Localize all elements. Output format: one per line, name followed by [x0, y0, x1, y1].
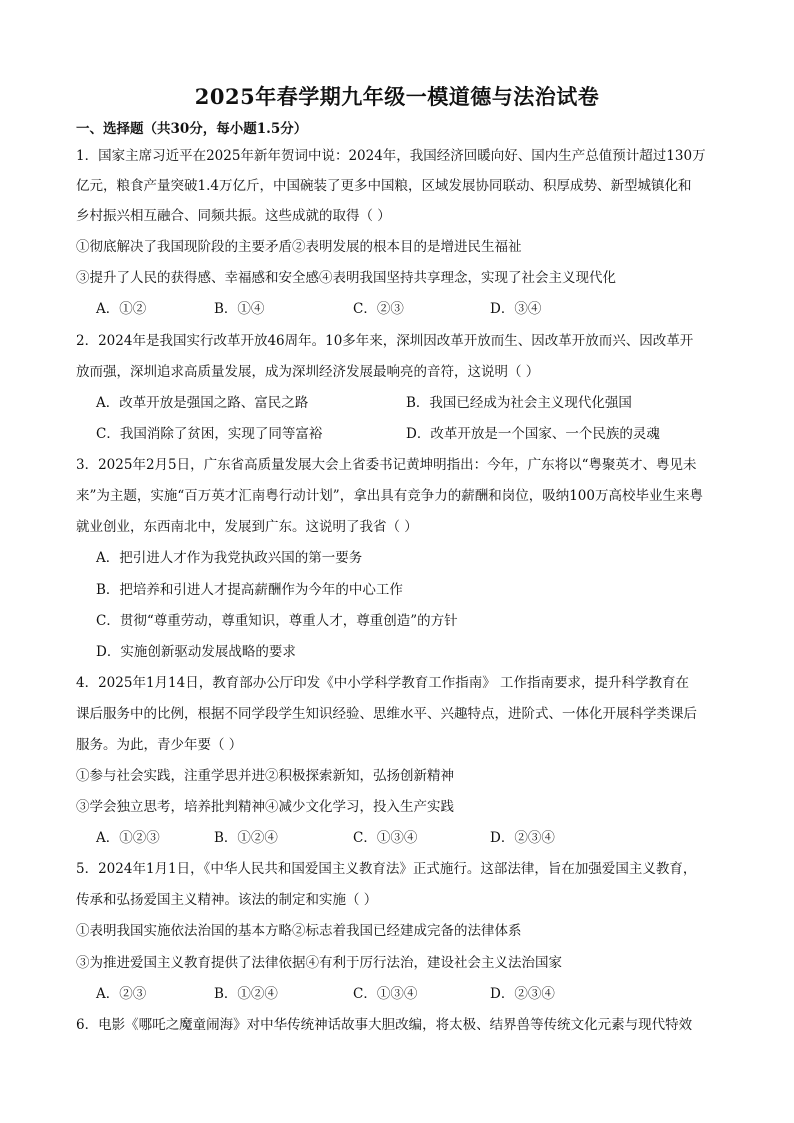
q3-option-c: C．贯彻“尊重劳动，尊重知识，尊重人才，尊重创造”的方针 [96, 613, 458, 629]
q1-option-b: B．①④ [214, 301, 265, 317]
q2-option-b: B．我国已经成为社会主义现代化强国 [406, 395, 632, 411]
q5-option-c: C．①③④ [353, 986, 418, 1002]
q1-statements-1: ①彻底解决了我国现阶段的主要矛盾②表明发展的根本目的是增进民生福祉 [76, 239, 522, 255]
q1-option-a: A．①② [96, 301, 147, 317]
q5-statements-2: ③为推进爱国主义教育提供了法律依据④有利于厉行法治，建设社会主义法治国家 [76, 955, 562, 971]
exam-title: 2025年春学期九年级一模道德与法治试卷 [194, 84, 600, 109]
q6-line-1: 6．电影《哪吒之魔童闹海》对中华传统神话故事大胆改编，将太极、结界兽等传统文化元素与现代特效 [76, 1017, 693, 1033]
q1-option-d: D．③④ [490, 301, 542, 317]
q1-option-c: C．②③ [353, 301, 404, 317]
q5-statements-1: ①表明我国实施依法治国的基本方略②标志着我国已经建成完备的法律体系 [76, 923, 522, 939]
q2-option-d: D．改革开放是一个国家、一个民族的灵魂 [406, 426, 660, 442]
q3-option-d: D．实施创新驱动发展战略的要求 [96, 644, 296, 660]
q4-option-a: A．①②③ [96, 830, 160, 846]
q4-statements-2: ③学会独立思考，培养批判精神④减少文化学习，投入生产实践 [76, 799, 454, 815]
q4-statements-1: ①参与社会实践，注重学思并进②积极探索新知，弘扬创新精神 [76, 768, 454, 784]
q2-option-c: C．我国消除了贫困，实现了同等富裕 [96, 426, 323, 442]
q3-line-3: 就业创业，东西南北中，发展到广东。这说明了我省（ ） [76, 519, 418, 535]
q1-line-1: 1．国家主席习近平在2025年新年贺词中说：2024年，我国经济回暖向好、国内生产总值预计超过130万 [76, 148, 706, 164]
q5-option-b: B．①②④ [214, 986, 278, 1002]
q5-line-1: 5．2024年1月1日，《中华人民共和国爱国主义教育法》正式施行。这部法律，旨在加强爱国主义教育， [76, 861, 697, 877]
section-heading: 一、选择题（共30分，每小题1.5分） [76, 121, 308, 137]
q4-option-c: C．①③④ [353, 830, 418, 846]
q3-line-1: 3．2025年2月5日，广东省高质量发展大会上省委书记黄坤明指出：今年，广东将以“粤聚英才、粤见未 [76, 457, 697, 473]
q3-option-b: B．把培养和引进人才提高薪酬作为今年的中心工作 [96, 582, 403, 598]
q4-option-b: B．①②④ [214, 830, 278, 846]
q3-line-2: 来”为主题，实施“百万英才汇南粤行动计划”，拿出具有竞争力的薪酬和岗位，吸纳100万高校毕业生来粤 [76, 488, 703, 504]
q1-line-3: 乡村振兴相互融合、同频共振。这些成就的取得（ ） [76, 208, 391, 224]
q4-line-3: 服务。为此，青少年要（ ） [76, 737, 243, 753]
q2-line-2: 放而强，深圳追求高质量发展，成为深圳经济发展最响亮的音符，这说明（ ） [76, 364, 540, 380]
q2-line-1: 2．2024年是我国实行改革开放46周年。10多年来，深圳因改革开放而生、因改革开放而兴、因改革开 [76, 333, 694, 349]
q4-line-2: 课后服务中的比例，根据不同学段学生知识经验、思维水平、兴趣特点，进阶式、一体化开展科学类课后 [76, 706, 697, 722]
q1-statements-2: ③提升了人民的获得感、幸福感和安全感④表明我国坚持共享理念，实现了社会主义现代化 [76, 270, 616, 286]
q4-option-d: D．②③④ [490, 830, 555, 846]
q5-option-d: D．②③④ [490, 986, 555, 1002]
q1-line-2: 亿元，粮食产量突破1.4万亿斤，中国碗装了更多中国粮，区域发展协同联动、积厚成势、新型城镇化和 [76, 178, 692, 194]
q5-option-a: A．②③ [96, 986, 147, 1002]
q3-option-a: A．把引进人才作为我党执政兴国的第一要务 [96, 550, 363, 566]
q2-option-a: A．改革开放是强国之路、富民之路 [96, 395, 309, 411]
q5-line-2: 传承和弘扬爱国主义精神。该法的制定和实施（ ） [76, 892, 378, 908]
q4-line-1: 4．2025年1月14日，教育部办公厅印发《中小学科学教育工作指南》 工作指南要求，提升科学教育在 [76, 675, 690, 691]
